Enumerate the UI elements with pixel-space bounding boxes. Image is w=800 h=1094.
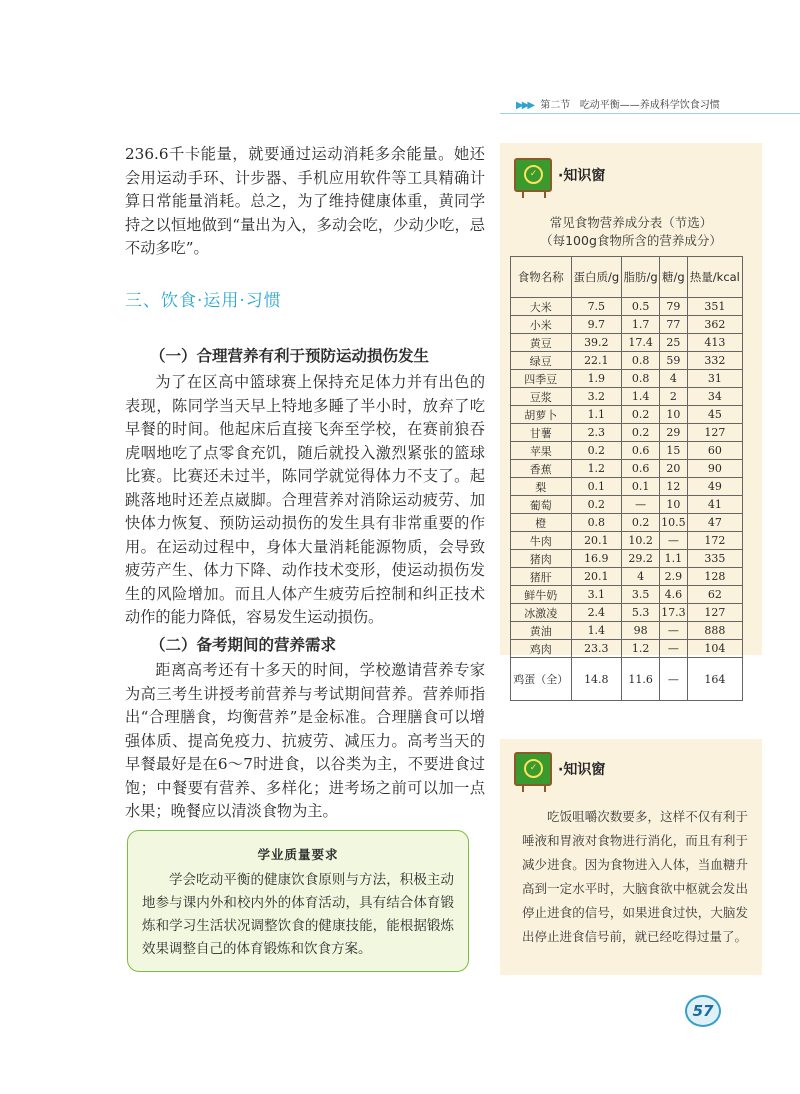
- food-name-cell: 甘薯: [511, 424, 572, 442]
- table-cell: 0.8: [622, 352, 660, 370]
- table-cell: 4: [660, 370, 688, 388]
- table-cell: 0.6: [622, 460, 660, 478]
- table-row: [511, 586, 743, 604]
- table-cell: 98: [622, 622, 660, 640]
- food-name-cell: 小米: [511, 316, 572, 334]
- food-name-cell: 鸡蛋（全）: [511, 658, 572, 701]
- table-row: [511, 424, 743, 442]
- intro-block: [125, 143, 485, 261]
- table-header-cell: 蛋白质/g: [571, 257, 622, 298]
- food-name-cell: 大米: [511, 298, 572, 316]
- food-name-cell: 绿豆: [511, 352, 572, 370]
- table-cell: —: [660, 622, 688, 640]
- table-cell: 79: [660, 298, 688, 316]
- table-cell: —: [660, 658, 688, 701]
- table-cell: 25: [660, 334, 688, 352]
- food-name-cell: 黄豆: [511, 334, 572, 352]
- knowledge-window-table: [500, 143, 762, 686]
- quality-title: 学业质量要求: [257, 847, 339, 862]
- food-name-cell: 四季豆: [511, 370, 572, 388]
- table-cell: 0.1: [622, 478, 660, 496]
- table-cell: 888: [687, 622, 742, 640]
- table-row: [511, 442, 743, 460]
- food-name-cell: 牛肉: [511, 532, 572, 550]
- table-cell: 12: [660, 478, 688, 496]
- table-cell: 60: [687, 442, 742, 460]
- table-cell: 59: [660, 352, 688, 370]
- table-cell: 0.2: [571, 442, 622, 460]
- page-number: 57: [685, 995, 721, 1027]
- table-cell: 10.2: [622, 532, 660, 550]
- table-cell: 0.8: [571, 514, 622, 532]
- table-cell: 20.1: [571, 568, 622, 586]
- table-cell: 20: [660, 460, 688, 478]
- table-cell: 0.2: [571, 496, 622, 514]
- table-cell: 45: [687, 406, 742, 424]
- food-name-cell: 猪肝: [511, 568, 572, 586]
- subsection-1-paragraph: 为了在区高中篮球赛上保持充足体力并有出色的表现，陈同学当天早上特地多睡了半小时，放弃了吃早餐的时间。他起床后直接飞奔至学校，在赛前狼吞虎咽地吃了点零食充饥，随后就投入激烈紧张的篮球比赛。比赛还未过半，陈同学就觉得体力不支了。起跳落地时还差点崴脚。合理营养对消除运动疲劳、加快体力恢复、预防运动损伤的发生具有非常重要的作用。在运动过程中，身体大量消耗能源物质，会导致疲劳产生、体力下降、动作技术变形，使运动损伤发生的风险增加。而且人体产生疲劳后控制和纠正技术动作的能力降低，容易发生运动损伤。: [125, 373, 485, 626]
- knowledge-window-label: ·知识窗: [558, 762, 606, 778]
- table-cell: 10: [660, 406, 688, 424]
- food-name-cell: 胡萝卜: [511, 406, 572, 424]
- table-cell: 29.2: [622, 550, 660, 568]
- table-cell: —: [622, 496, 660, 514]
- table-header-cell: 食物名称: [511, 257, 572, 298]
- table-cell: 17.4: [622, 334, 660, 352]
- table-cell: 4.6: [660, 586, 688, 604]
- table-row: [511, 388, 743, 406]
- food-name-cell: 豆浆: [511, 388, 572, 406]
- header-divider: [500, 113, 800, 114]
- table-cell: 77: [660, 316, 688, 334]
- table-cell: 3.1: [571, 586, 622, 604]
- nutrition-table: [510, 256, 743, 701]
- food-name-cell: 鸡肉: [511, 640, 572, 658]
- food-name-cell: 鲜牛奶: [511, 586, 572, 604]
- table-cell: 2.3: [571, 424, 622, 442]
- food-name-cell: 香蕉: [511, 460, 572, 478]
- table-cell: 128: [687, 568, 742, 586]
- table-cell: 2: [660, 388, 688, 406]
- header-section: 第二节: [540, 100, 571, 111]
- table-cell: 362: [687, 316, 742, 334]
- lightbulb-icon: ✓: [514, 158, 552, 192]
- table-cell: 351: [687, 298, 742, 316]
- table-cell: 22.1: [571, 352, 622, 370]
- table-cell: 20.1: [571, 532, 622, 550]
- table-row: [511, 514, 743, 532]
- table-cell: 164: [687, 658, 742, 701]
- table-row: [511, 370, 743, 388]
- table-subtitle: （每100g食物所含的营养成分）: [540, 233, 722, 248]
- table-cell: 1.7: [622, 316, 660, 334]
- subsection-2-body: [125, 659, 485, 824]
- table-row: [511, 550, 743, 568]
- table-cell: 90: [687, 460, 742, 478]
- table-cell: 1.4: [622, 388, 660, 406]
- table-cell: 10.5: [660, 514, 688, 532]
- table-cell: 2.9: [660, 568, 688, 586]
- running-header: [516, 96, 720, 111]
- table-cell: 127: [687, 604, 742, 622]
- table-row: [511, 334, 743, 352]
- table-cell: 0.5: [622, 298, 660, 316]
- table-cell: 1.9: [571, 370, 622, 388]
- table-row: [511, 622, 743, 640]
- table-cell: —: [660, 532, 688, 550]
- table-cell: 5.3: [622, 604, 660, 622]
- tip-text: 吃饭咀嚼次数要多，这样不仅有利于唾液和胃液对食物进行消化，而且有利于减少进食。因为食物进入人体，当血糖升高到一定水平时，大脑食欲中枢就会发出停止进食的信号，如果进食过快，大脑发出停止进食信号前，就已经吃得过量了。: [522, 809, 748, 944]
- table-cell: 47: [687, 514, 742, 532]
- subsection-2-title: （二）备考期间的营养需求: [150, 635, 337, 654]
- table-cell: 17.3: [660, 604, 688, 622]
- food-name-cell: 葡萄: [511, 496, 572, 514]
- intro-paragraph: 236.6千卡能量，就要通过运动消耗多余能量。她还会用运动手环、计步器、手机应用软件等工具精确计算日常能量消耗。总之，为了维持健康体重，黄同学持之以恒地做到“量出为入，多动会吃，少动少吃，忌不动多吃”。: [125, 145, 485, 257]
- table-cell: 0.1: [571, 478, 622, 496]
- table-cell: 3.5: [622, 586, 660, 604]
- lightbulb-icon: ✓: [514, 752, 552, 786]
- table-row: [511, 496, 743, 514]
- food-name-cell: 橙: [511, 514, 572, 532]
- table-row: [511, 640, 743, 658]
- table-cell: 7.5: [571, 298, 622, 316]
- table-cell: 23.3: [571, 640, 622, 658]
- table-cell: 29: [660, 424, 688, 442]
- food-name-cell: 梨: [511, 478, 572, 496]
- table-cell: 9.7: [571, 316, 622, 334]
- table-row: [511, 658, 743, 701]
- table-cell: 11.6: [622, 658, 660, 701]
- food-name-cell: 冰激凌: [511, 604, 572, 622]
- table-cell: 34: [687, 388, 742, 406]
- table-cell: 3.2: [571, 388, 622, 406]
- knowledge-window-tip: [500, 739, 762, 975]
- table-title: 常见食物营养成分表（节选）: [549, 215, 713, 230]
- table-row: [511, 316, 743, 334]
- table-cell: 1.1: [571, 406, 622, 424]
- table-cell: 172: [687, 532, 742, 550]
- table-row: [511, 352, 743, 370]
- quality-requirement-box: [127, 830, 469, 972]
- table-cell: 49: [687, 478, 742, 496]
- table-cell: —: [660, 640, 688, 658]
- subsection-1-body: [125, 371, 485, 630]
- table-cell: 31: [687, 370, 742, 388]
- table-cell: 332: [687, 352, 742, 370]
- table-row: [511, 604, 743, 622]
- table-cell: 0.6: [622, 442, 660, 460]
- section-heading: 三、饮食·运用·习惯: [125, 291, 282, 311]
- arrow-icon: ▶▶▶: [516, 100, 534, 111]
- table-header-cell: 糖/g: [660, 257, 688, 298]
- table-cell: 1.2: [622, 640, 660, 658]
- table-cell: 10: [660, 496, 688, 514]
- subsection-2-paragraph: 距离高考还有十多天的时间，学校邀请营养专家为高三考生讲授考前营养与考试期间营养。营养师指出“合理膳食，均衡营养”是金标准。合理膳食可以增强体质、提高免疫力、抗疲劳、减压力。高考当天的早餐最好是在6～7时进食，以谷类为主，不要进食过饱；中餐要有营养、多样化；进考场之前可以加一点水果；晚餐应以清淡食物为主。: [125, 661, 485, 820]
- table-row: [511, 568, 743, 586]
- table-cell: 15: [660, 442, 688, 460]
- table-row: [511, 298, 743, 316]
- food-name-cell: 猪肉: [511, 550, 572, 568]
- table-cell: 127: [687, 424, 742, 442]
- table-row: [511, 460, 743, 478]
- food-name-cell: 黄油: [511, 622, 572, 640]
- table-cell: 41: [687, 496, 742, 514]
- header-title: 吃动平衡——养成科学饮食习惯: [579, 100, 720, 111]
- table-cell: 0.2: [622, 424, 660, 442]
- quality-body: 学会吃动平衡的健康饮食原则与方法，积极主动地参与课内外和校内外的体育活动，具有结合体育锻炼和学习生活状况调整饮食的健康技能，能根据锻炼效果调整自己的体育锻炼和饮食方案。: [142, 872, 454, 957]
- table-cell: 39.2: [571, 334, 622, 352]
- table-cell: 0.2: [622, 406, 660, 424]
- table-cell: 1.2: [571, 460, 622, 478]
- table-cell: 1.1: [660, 550, 688, 568]
- table-cell: 16.9: [571, 550, 622, 568]
- table-row: [511, 406, 743, 424]
- table-cell: 2.4: [571, 604, 622, 622]
- knowledge-window-label: ·知识窗: [558, 168, 606, 184]
- table-cell: 413: [687, 334, 742, 352]
- table-cell: 4: [622, 568, 660, 586]
- table-cell: 0.2: [622, 514, 660, 532]
- table-cell: 1.4: [571, 622, 622, 640]
- table-row: [511, 532, 743, 550]
- table-row: [511, 478, 743, 496]
- subsection-1-title: （一）合理营养有利于预防运动损伤发生: [150, 346, 430, 365]
- table-header-cell: 脂肪/g: [622, 257, 660, 298]
- table-cell: 62: [687, 586, 742, 604]
- food-name-cell: 苹果: [511, 442, 572, 460]
- table-cell: 14.8: [571, 658, 622, 701]
- table-cell: 104: [687, 640, 742, 658]
- table-cell: 335: [687, 550, 742, 568]
- table-cell: 0.8: [622, 370, 660, 388]
- table-header-cell: 热量/kcal: [687, 257, 742, 298]
